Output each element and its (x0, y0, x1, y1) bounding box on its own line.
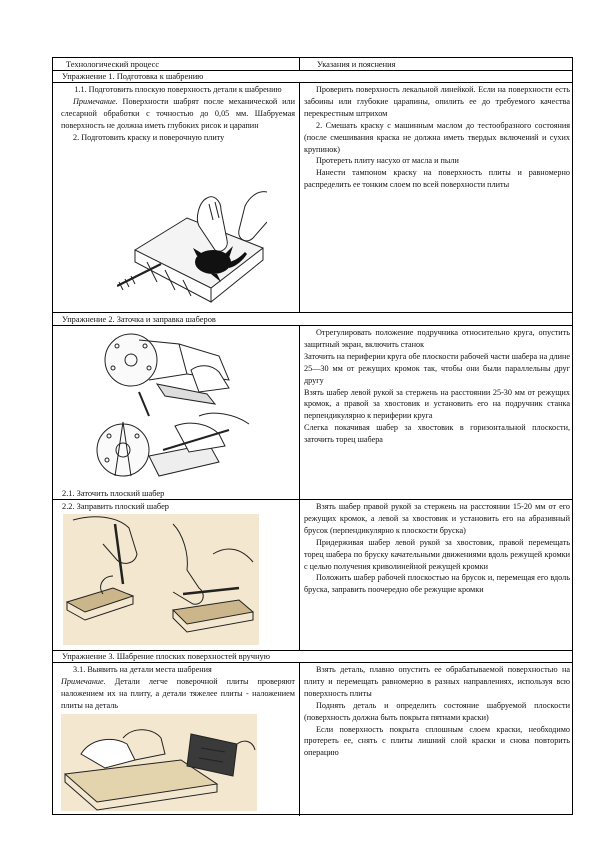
column-divider (299, 662, 300, 816)
header-process: Технологический процесс (66, 60, 160, 69)
row-divider (53, 82, 572, 83)
note-text: Если поверхность покрыта сплошным слоем краски, необходимо протереть ее, снять с плиты лишний слой краски и снова повторить операцию (304, 724, 570, 758)
column-divider (299, 82, 300, 312)
process-table (52, 57, 573, 815)
note-text: Придерживая шабер левой рукой за хвостовик, правой перемещать торец шабера по бруску качательными движениями вдоль режущей кромки с целью получения криволинейной режущей кромки (304, 537, 570, 571)
note-text: 2. Смешать краску с машинным маслом до тестообразного состояния (после смешивания краска не должна иметь твердых включений и сухих крупинок) (304, 120, 570, 154)
note-text: Проверить поверхность лекальной линейкой. Если на поверхности есть забоины или глубокие царапины, опилить ее до требуемого качества перекрестным штрихом (304, 85, 570, 118)
note-text: Отрегулировать положение подручника относительно круга, опустить защитный экран, включить станок (304, 328, 570, 349)
note-text: Взять шабер правой рукой за стержень на расстоянии 15-20 мм от его режущих кромок, а левой за хвостовик и установить его на абразивный брусок (перпендикулярно к плоскости бруска) (304, 502, 570, 535)
plate-paint-illustration (117, 190, 267, 308)
exercise-3-title: Упражнение 3. Шабрение плоских поверхностей вручную (62, 652, 271, 661)
note-text: Слегка покачивая шабер за хвостовик в горизонтальной плоскости, заточить торец шабера (304, 423, 570, 445)
row-divider (53, 312, 572, 313)
note-text: Заточить на периферии круга обе плоскости рабочей части шабера на длине 25—30 мм от режущих кромок так, чтобы они были параллельны друг другу (304, 351, 570, 385)
note-text: Положить шабер рабочей плоскостью на брусок и, перемещая его вдоль бруска, заправить поочередно обе режущие кромки (304, 573, 570, 595)
surface-check-illustration (61, 714, 257, 811)
column-divider (299, 325, 300, 650)
step-1-1: 1.1. Подготовить плоскую поверхность детали к шабрению (74, 85, 282, 94)
exercise-1-notes (304, 84, 570, 191)
exercise-3-notes (304, 664, 570, 759)
note-text: Поднять деталь и определить состояние шабруемой плоскости (поверхность должна быть покрыта пятнами краски) (304, 700, 570, 722)
note-3: Примечание. Детали легче поверочной плиты проверяют наложением их на плиту, а детали тяжелее плиты - наложением плиты на деталь (61, 676, 295, 710)
exercise-1-title: Упражнение 1. Подготовка к шабрению (62, 72, 204, 81)
row-divider (53, 499, 572, 500)
note-text: Взять шабер левой рукой за стержень на расстоянии 25-30 мм от режущих кромок, а правой за хвостовик и установить его на подручник станка перпендикулярно к периферии круга (304, 387, 570, 421)
note-1: Примечание. Поверхности шабрят после механической или слесарной обработки с точностью до 0,05 мм. Шабруемая поверхность не должна иметь глубоких рисок и царапин (61, 96, 295, 130)
exercise-1-steps (61, 84, 295, 144)
step-1-2: 2. Подготовить краску и поверочную плиту (73, 132, 225, 142)
honing-illustration (63, 514, 259, 645)
exercise-3-steps (61, 664, 295, 712)
row-divider (53, 325, 572, 326)
step-2-1: 2.1. Заточить плоский шабер (62, 489, 165, 498)
step-3-1: 3.1. Выявить на детали места шабрения (73, 665, 212, 674)
exercise-2-notes (304, 327, 570, 446)
note-text: Взять деталь, плавно опустить ее обрабатываемой поверхностью на плиту и перемещать равномерно в разных направлениях, используя всю поверхность плиты (304, 665, 570, 698)
grinder-illustration (79, 330, 257, 486)
exercise-2-title: Упражнение 2. Заточка и заправка шаберов (62, 315, 216, 324)
column-divider (299, 58, 300, 70)
exercise-2-2-notes (304, 501, 570, 596)
note-text: Нанести тампоном краску на поверхность плиты и равномерно распределить ее тонким слоем по всей поверхности плиты (304, 168, 570, 190)
note-text: Протереть плиту насухо от масла и пыли (316, 156, 459, 166)
row-divider (53, 662, 572, 663)
header-notes: Указания и пояснения (317, 60, 396, 69)
step-2-2: 2.2. Заправить плоский шабер (62, 502, 169, 511)
